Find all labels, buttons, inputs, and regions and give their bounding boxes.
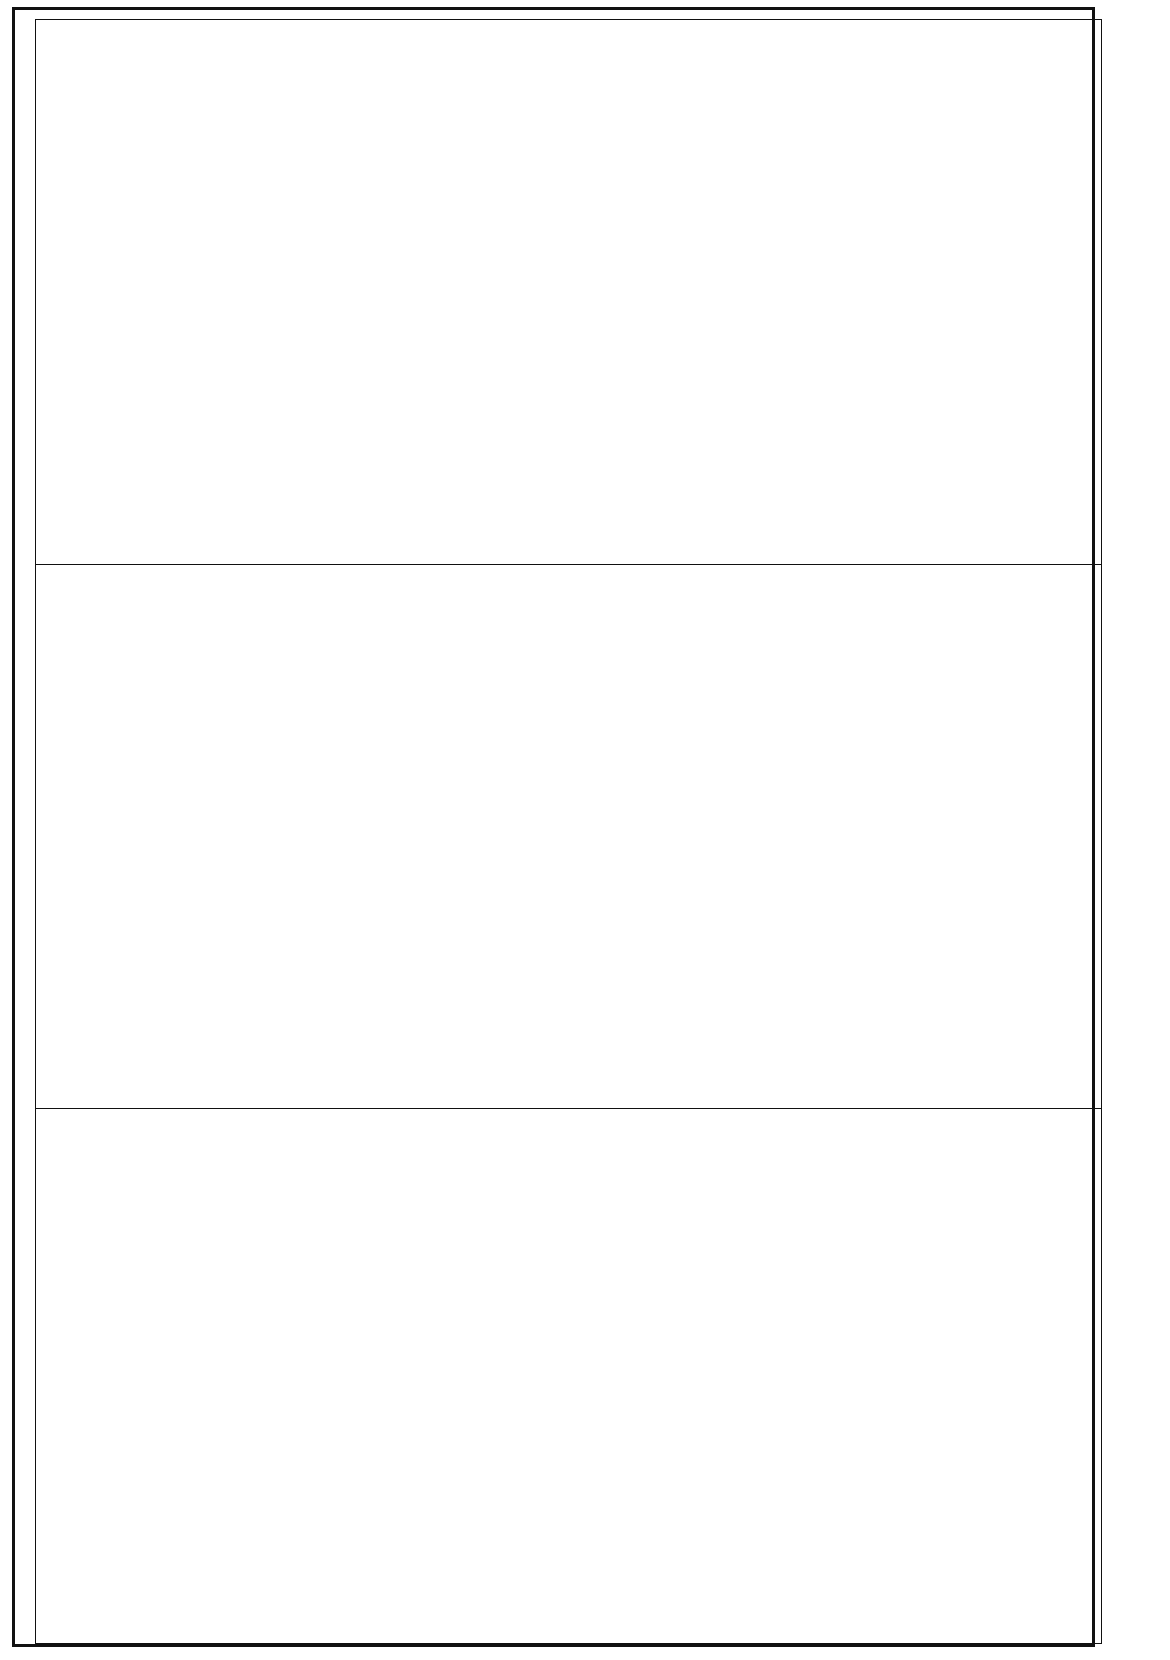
panel3-column xyxy=(828,1127,880,1629)
panel2-column xyxy=(880,583,932,1094)
panel3-column xyxy=(154,1127,206,1629)
panel-bottom-columns xyxy=(50,1127,1087,1629)
panel2-column xyxy=(361,583,413,1094)
panel3-column xyxy=(1035,1127,1087,1629)
panel3-column xyxy=(620,1127,672,1629)
panel1-column xyxy=(775,38,827,550)
panel-middle xyxy=(36,564,1101,1108)
panel2-column xyxy=(154,583,206,1094)
panel1-column xyxy=(671,38,723,550)
panel2-column xyxy=(465,583,517,1094)
panel-bottom xyxy=(36,1108,1101,1643)
panel2-column xyxy=(776,583,828,1094)
panel1-column xyxy=(619,38,671,550)
panel2-column xyxy=(569,583,621,1094)
panel2-column xyxy=(620,583,672,1094)
panel2-column xyxy=(828,583,880,1094)
panel1-column xyxy=(411,38,463,550)
panel2-column xyxy=(50,583,102,1094)
panel1-column xyxy=(983,38,1087,550)
panel1-column xyxy=(567,38,619,550)
panel1-column xyxy=(359,38,411,550)
panel2-column xyxy=(1035,583,1087,1094)
panel3-column xyxy=(569,1127,621,1629)
panel3-column xyxy=(309,1127,361,1629)
panel2-column xyxy=(983,583,1035,1094)
panel-top xyxy=(36,20,1101,564)
panel1-column xyxy=(203,38,255,550)
panel2-column xyxy=(413,583,465,1094)
panel3-column xyxy=(672,1127,724,1629)
panel2-column xyxy=(309,583,361,1094)
panel1-column xyxy=(879,38,983,550)
panel2-column xyxy=(206,583,258,1094)
panel3-column xyxy=(50,1127,102,1629)
panel1-column xyxy=(307,38,359,550)
panel3-column xyxy=(880,1127,932,1629)
panel2-column xyxy=(258,583,310,1094)
panel2-column xyxy=(517,583,569,1094)
panel1-column xyxy=(463,38,515,550)
panel2-column xyxy=(102,583,154,1094)
panel2-column xyxy=(672,583,724,1094)
panel3-column xyxy=(465,1127,517,1629)
panel3-column xyxy=(102,1127,154,1629)
panel-middle-columns xyxy=(50,583,1087,1094)
panel1-column xyxy=(515,38,567,550)
panel3-column xyxy=(724,1127,776,1629)
panel1-column xyxy=(827,38,879,550)
page-frame xyxy=(12,7,1095,1647)
panel1-column xyxy=(255,38,307,550)
panel3-column xyxy=(983,1127,1035,1629)
panel3-column xyxy=(517,1127,569,1629)
panel2-column xyxy=(931,583,983,1094)
panel3-column xyxy=(413,1127,465,1629)
panel1-column xyxy=(723,38,775,550)
panel3-column xyxy=(776,1127,828,1629)
panel2-column xyxy=(724,583,776,1094)
panel1-column xyxy=(151,38,203,550)
panel3-column xyxy=(931,1127,983,1629)
panel3-column xyxy=(206,1127,258,1629)
page-inner-frame xyxy=(35,19,1102,1644)
panel3-column xyxy=(361,1127,413,1629)
panel-top-columns xyxy=(50,38,1087,550)
panel3-column xyxy=(258,1127,310,1629)
